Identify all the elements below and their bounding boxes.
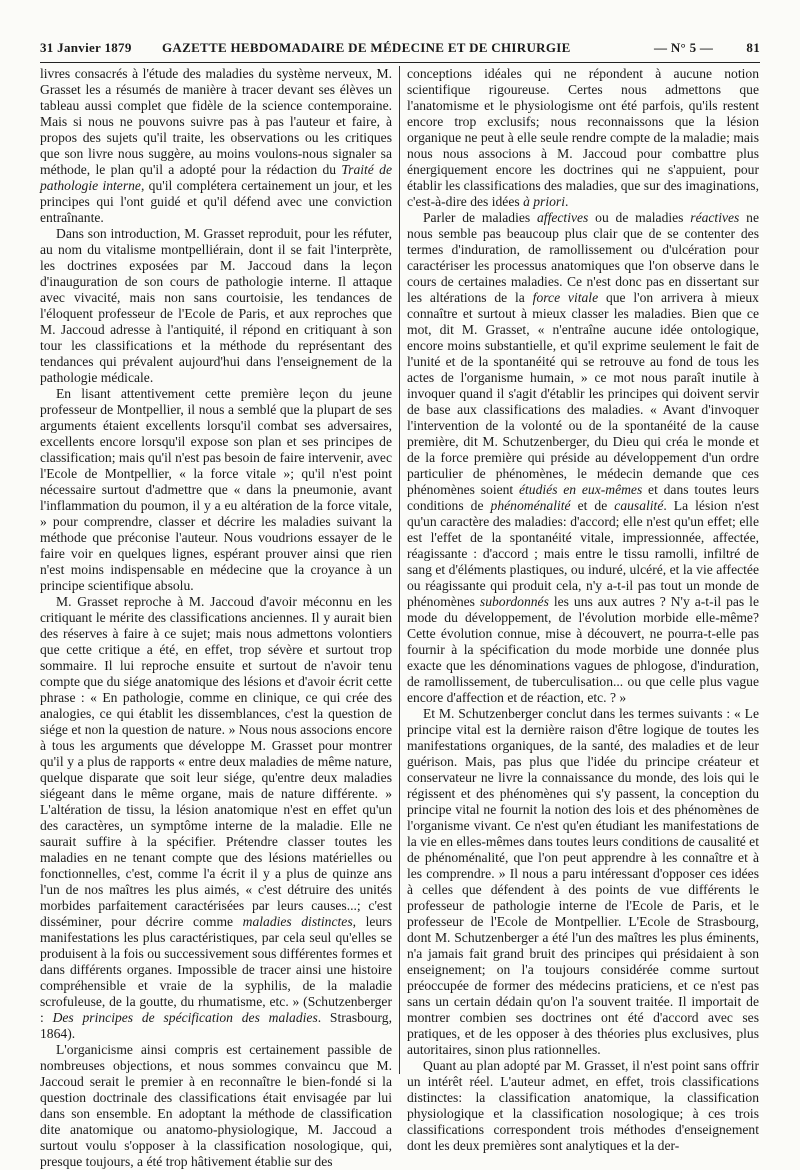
paragraph: Et M. Schutzenberger conclut dans les termes suivants : « Le principe vital est la dernière raison d'être logique de toutes les manifestations organiques, de la santé, des maladies et de leur guérison. Mais, pas plus que l'idée du principe créateur et conservateur ne livre la connaissance du monde, des lois qui le régissent et des phénomènes qui s'y passent, la conception du principe vital ne fournit la notion des lois et des phénomènes de l'organisme vivant. Ce n'est qu'en étudiant les manifestations de la vie en elles-mêmes dans toutes leurs conditions de causalité et de phénoménalité, que l'on peut apprendre à les connaître et à les comprendre. » Il nous a paru intéressant d'opposer ces idées à celles que défendent à des points de vue différents le professeur de pathologie interne de l'Ecole de Paris, et le professeur de l'Ecole de Montpellier. L'Ecole de Strasbourg, dont M. Schutzenberger a été l'un des maîtres les plus éminents, n'a jamais fait grand bruit des principes qui présidaient à son enseignement; on l'a toujours considérée comme surtout préoccupée de former des médecins praticiens, et ce n'est pas sans un certain dédain qu'on l'a souvent traitée. Il importait de montrer combien ses doctrines ont été d'accord avec ses pratiques, et de les opposer à des théories plus exclusives, plus autoritaires, sinon plus rationnelles. bbox=[407, 706, 759, 1057]
paragraph: En lisant attentivement cette première leçon du jeune professeur de Montpellier, il nous a semblé que la plupart de ses arguments étaient excellents lorsqu'il combat ses adversaires, excellents encore lorsqu'il expose son plan et ses principes de classification; mais qu'il n'est pas besoin de faire intervenir, avec l'Ecole de Montpellier, « la force vitale »; qu'il n'est point nécessaire surtout d'admettre que « dans la pneumonie, avant l'inflammation du poumon, il y a eu altération de la force vitale, » pour comprendre, classer et décrire les maladies suivant la méthode que préconise l'auteur. Nous voudrions essayer de le faire voir en quelques lignes, espérant prouver ainsi que rien n'est moins indispensable en médecine que la croyance à un principe scientifique absolu. bbox=[40, 386, 392, 593]
header-journal-title: GAZETTE HEBDOMADAIRE DE MÉDECINE ET DE CHIRURGIE bbox=[162, 40, 571, 55]
paragraph: livres consacrés à l'étude des maladies du système nerveux, M. Grasset les a résumés de manière à tracer devant ses élèves un tableau aussi complet que fidèle de la science contemporaine. Mais si nous ne pouvons suivre pas à pas l'auteur et faire, à propos des sujets qu'il traite, les observations ou les critiques que son livre nous suggère, au moins voulons-nous signaler sa méthode, le plan qu'il a adopté pour la rédaction du Traité de pathologie interne, qu'il complétera certainement un jour, et les principes qui l'ont guidé et qu'il défend avec une conviction entraînante. bbox=[40, 66, 392, 225]
paragraph: L'organicisme ainsi compris est certainement passible de nombreuses objections, et nous sommes convaincu que M. Jaccoud serait le premier à en reconnaître le bien-fondé si la question doctrinale des classifications était envisagée par lui dans son ensemble. En adoptant la méthode de classification dite anatomique ou anatomo-physiologique, M. Jaccoud a surtout voulu s'opposer à la classification nosologique, qui, presque toujours, a été trop hâtivement établie sur des bbox=[40, 1042, 392, 1169]
paragraph: Parler de maladies affectives ou de maladies réactives ne nous semble pas beaucoup plus clair que de se contenter des termes d'induration, de ramollissement ou d'ulcération pour caractériser les processus anatomiques que l'on observe dans le cours de certaines maladies. Ce n'est donc pas en dissertant sur les altérations de la force vitale que l'on arrivera à mieux connaître et surtout à mieux classer les maladies. Bien que ce mot, dit M. Grasset, « n'entraîne aucune idée ontologique, encore moins substantielle, et qu'il exprime seulement le fait de l'unité et de la spontanéité qui se retrouve au fond de tous les actes de l'organisme humain, » ce mot nous paraît inutile à invoquer quand il s'agit d'établir les principes qui doivent servir de base aux classifications des maladies. « Avant d'invoquer l'intervention de la volonté ou de la spontanéité de la cause première, dit M. Schutzenberger, du Dieu qui créa le monde et de la force première qui préside au développement d'un ordre particulier de phénomènes, le médecin demande que ces phénomènes soient étudiés en eux-mêmes et dans toutes leurs conditions de phénoménalité et de causalité. La lésion n'est qu'un caractère des maladies: d'accord; elle n'est qu'un effet; elle est l'effet de la spontanéité vitale, impressionnée, affectée, réagissante : d'accord ; mais entre le tissu ramolli, infiltré de sang et d'éléments plastiques, ou induré, ulcéré, et la vie affectée ou réagissante qui produit cela, n'y a-t-il pas tout un monde de phénomènes subordonnés les uns aux autres ? N'y a-t-il pas le mode du développement, de l'évolution morbide elle-même? Cette évolution connue, mise à découvert, ne pourra-t-elle pas fournir à la spécification du mode morbide une donnée plus exacte que les dénominations vagues de phlogose, d'induration, de ramollissement, de tuberculisation... ou que celle plus vague encore d'affection et de réaction, etc. ? » bbox=[407, 210, 760, 705]
paragraph: M. Grasset reproche à M. Jaccoud d'avoir méconnu en les critiquant le mérite des classifications anciennes. Il y aurait bien des réserves à faire à ce sujet; mais nous admettons volontiers que cette critique a été, en effet, trop sévère et surtout trop sommaire. Il lui reproche ensuite et surtout de n'avoir tenu compte que du siége anatomique des lésions et d'avoir écrit cette phrase : « En pathologie, comme en clinique, ce qui crée des analogies, ce qui établit les dissemblances, c'est la question de siége et non la question de nature. » Nous nous associons encore à tous les arguments que développe M. Grasset pour montrer qu'il y a plus de rapports « entre deux maladies de même nature, quelque disparate que soit leur siége, qu'entre deux maladies siégeant dans le même organe, mais de nature différente. » L'altération de tissu, la lésion anatomique n'est en effet qu'un des caractères, un symptôme interne de la maladie. Elle ne saurait suffire à la spécifier. Prétendre classer toutes les maladies en ne tenant compte que des lésions matérielles ou fonctionnelles, c'est, comme l'a écrit il y a plus de quinze ans l'un de nos maîtres les plus aimés, « c'est détruire des unités morbides parfaitement caractérisées par leurs causes...; c'est disséminer, pour décrire comme maladies distinctes, leurs manifestations les plus caractéristiques, par cela seul qu'elles se produisent à la fois ou successivement sous différentes formes et dans différents organes. Impossible de tracer ainsi une histoire compréhensible et vraie de la syphilis, de la maladie scrofuleuse, de la goutte, du rhumatisme, etc. » (Schutzenberger : Des principes de spécification des maladies. Strasbourg, 1864). bbox=[40, 594, 392, 1041]
left-column bbox=[40, 66, 392, 1169]
column-divider bbox=[399, 66, 400, 1074]
paragraph: conceptions idéales qui ne répondent à aucune notion scientifique rigoureuse. Certes nous admettons que l'anatomisme et le physiologisme ont été parfois, qu'ils restent encore trop exclusifs; nous reconnaissons que la lésion organique ne peut à elle seule rendre compte de la maladie; mais nous nous associons à M. Jaccoud pour combattre plus énergiquement encore les doctrines qui ne s'appuient, pour établir les classifications des maladies, que sur des imaginations, c'est-à-dire des idées à priori. bbox=[407, 66, 759, 209]
paragraph: Dans son introduction, M. Grasset reproduit, pour les réfuter, au nom du vitalisme montpelliérain, dont il se fait l'interprète, les doctrines exposées par M. Jaccoud dans la leçon d'inauguration de son cours de pathologie interne. Il attaque avec vivacité, mais non sans courtoisie, les tendances de l'éloquent professeur de l'Ecole de Paris, et aux reproches que M. Jaccoud adresse à l'antiquité, il répond en critiquant à son tour les classifications et la méthode du représentant des tendances qui prévalent aujourd'hui dans l'enseignement de la pathologie médicale. bbox=[40, 226, 392, 385]
header-date: 31 Janvier 1879 bbox=[40, 40, 132, 55]
header-issue-number: — N° 5 — bbox=[654, 40, 714, 55]
right-column bbox=[407, 66, 760, 1153]
running-header bbox=[40, 30, 760, 63]
header-page-number: 81 bbox=[746, 40, 760, 55]
paragraph: Quant au plan adopté par M. Grasset, il n'est point sans offrir un intérêt réel. L'auteur admet, en effet, trois classifications distinctes: la classification anatomique, la classification physiologique et la classification nosologique; à ces trois classifications correspondent trois méthodes d'enseignement dont les deux premières sont analytiques et la der- bbox=[407, 1058, 759, 1153]
